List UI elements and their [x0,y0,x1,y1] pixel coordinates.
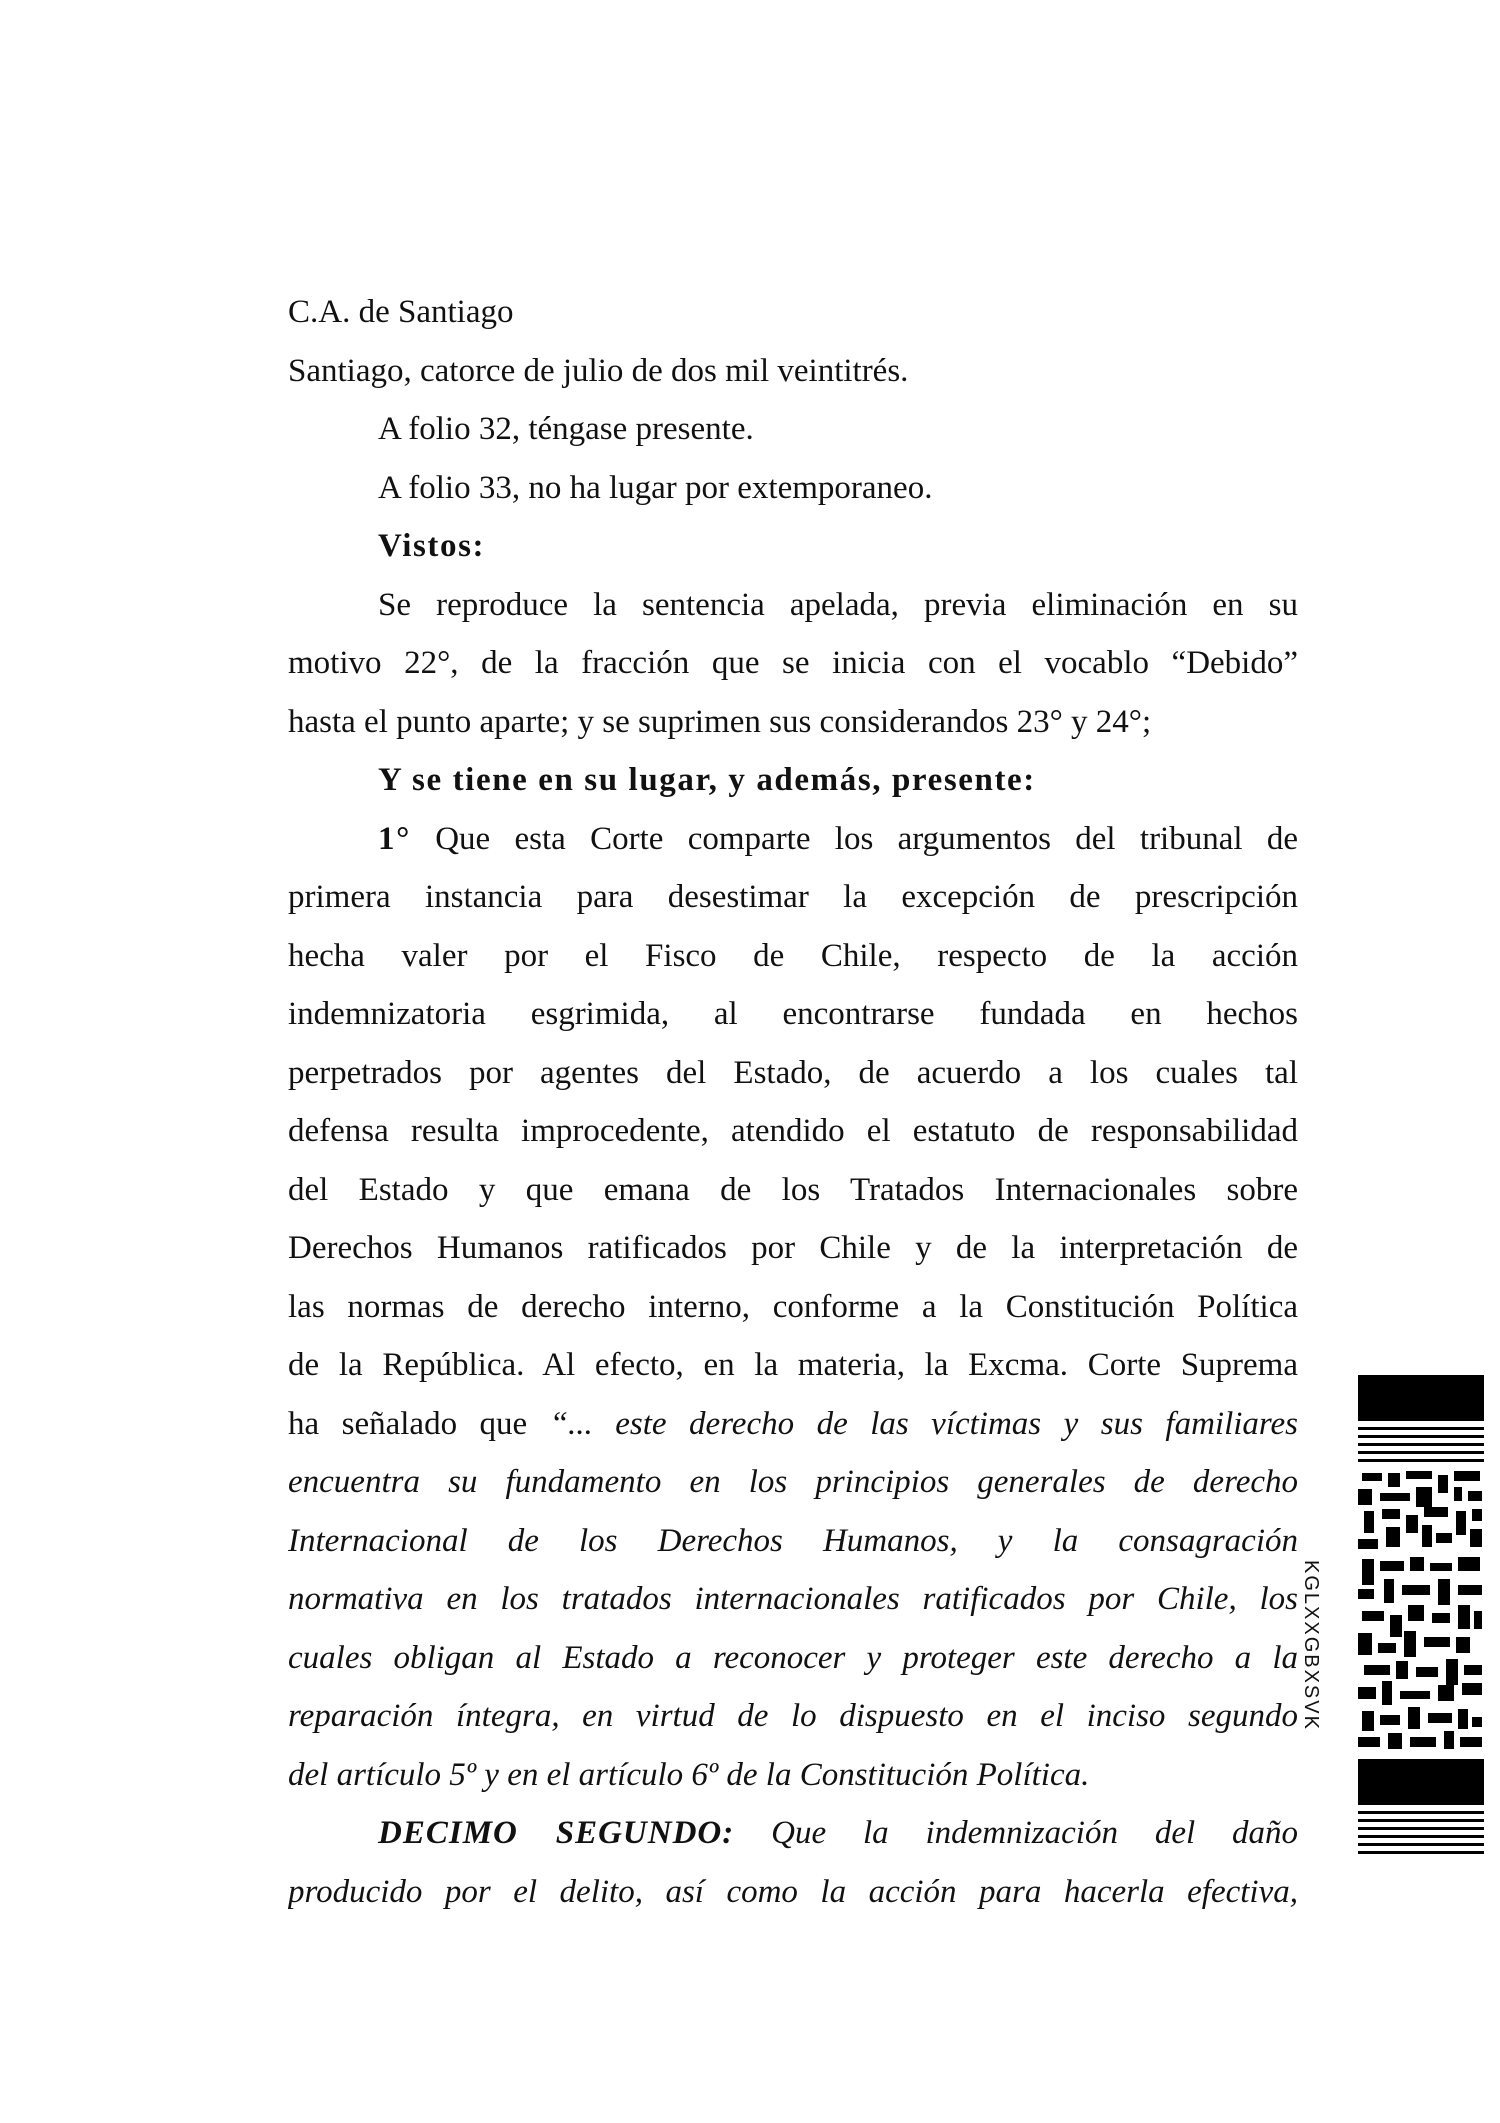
court-name: C.A. de Santiago [288,294,514,330]
quote-line: cuales obligan al Estado a reconocer y proteger este derecho a la [288,1639,1298,1676]
paragraph-3-line [288,1804,1298,1863]
paragraph-3-text: Que la indemnización del daño [771,1815,1298,1851]
paragraph-2-line: de la República. Al efecto, en la materia, la Excma. Corte Suprema [288,1347,1298,1383]
paragraph-2-line: Derechos Humanos ratificados por Chile y de la interpretación de [288,1230,1298,1266]
section-heading: Y se tiene en su lugar, y además, presente: [378,762,1036,798]
barcode-icon [1358,1375,1484,1895]
vistos-heading: Vistos: [378,528,486,564]
paragraph-2-line: perpetrados por agentes del Estado, de acuerdo a los cuales tal [288,1054,1298,1091]
quote-line: reparación íntegra, en virtud de lo dispuesto en el inciso segundo [288,1698,1298,1734]
paragraph-2-text: ha señalado que [288,1405,528,1442]
paragraph-2-line: primera instancia para desestimar la excepción de prescripción [288,879,1298,915]
paragraph-2-text: Que esta Corte comparte los argumentos del tribunal de [435,820,1298,857]
quote-text: “... este derecho de las víctimas y sus familiares [549,1405,1298,1442]
paragraph-2-line [288,810,1298,869]
considerando-heading: DECIMO SEGUNDO: [378,1815,735,1851]
quote-line: Internacional de los Derechos Humanos, y la consagración [288,1522,1298,1559]
verification-code: KGLXXGBXSVK [1300,1560,1322,1731]
considerando-number: 1° [378,820,411,857]
paragraph-1-line: Se reproduce la sentencia apelada, previa eliminación en su [378,586,1298,623]
quote-line: normativa en los tratados internacionales ratificados por Chile, los [288,1581,1298,1617]
paragraph-2-line: del Estado y que emana de los Tratados Internacionales sobre [288,1171,1298,1208]
paragraph-1-line: hasta el punto aparte; y se suprimen sus considerandos 23° y 24°; [288,703,1152,740]
folio-33-line: A folio 33, no ha lugar por extemporaneo. [378,469,933,506]
paragraph-2-line: las normas de derecho interno, conforme a la Constitución Política [288,1288,1298,1325]
date-line: Santiago, catorce de julio de dos mil veintitrés. [288,352,909,389]
quote-line: del artículo 5º y en el artículo 6º de la Constitución Política. [288,1756,1090,1793]
paragraph-2-line: indemnizatoria esgrimida, al encontrarse fundada en hechos [288,996,1298,1032]
paragraph-2-line: defensa resulta improcedente, atendido el estatuto de responsabilidad [288,1113,1298,1149]
paragraph-1-line: motivo 22°, de la fracción que se inicia con el vocablo “Debido” [288,645,1298,681]
quote-line: encuentra su fundamento en los principios generales de derecho [288,1464,1298,1500]
folio-32-line: A folio 32, téngase presente. [378,411,754,447]
document-body [288,283,1298,1921]
paragraph-3-line: producido por el delito, así como la acción para hacerla efectiva, [288,1873,1298,1910]
paragraph-2-line [288,1395,1298,1454]
paragraph-2-line: hecha valer por el Fisco de Chile, respecto de la acción [288,937,1298,974]
